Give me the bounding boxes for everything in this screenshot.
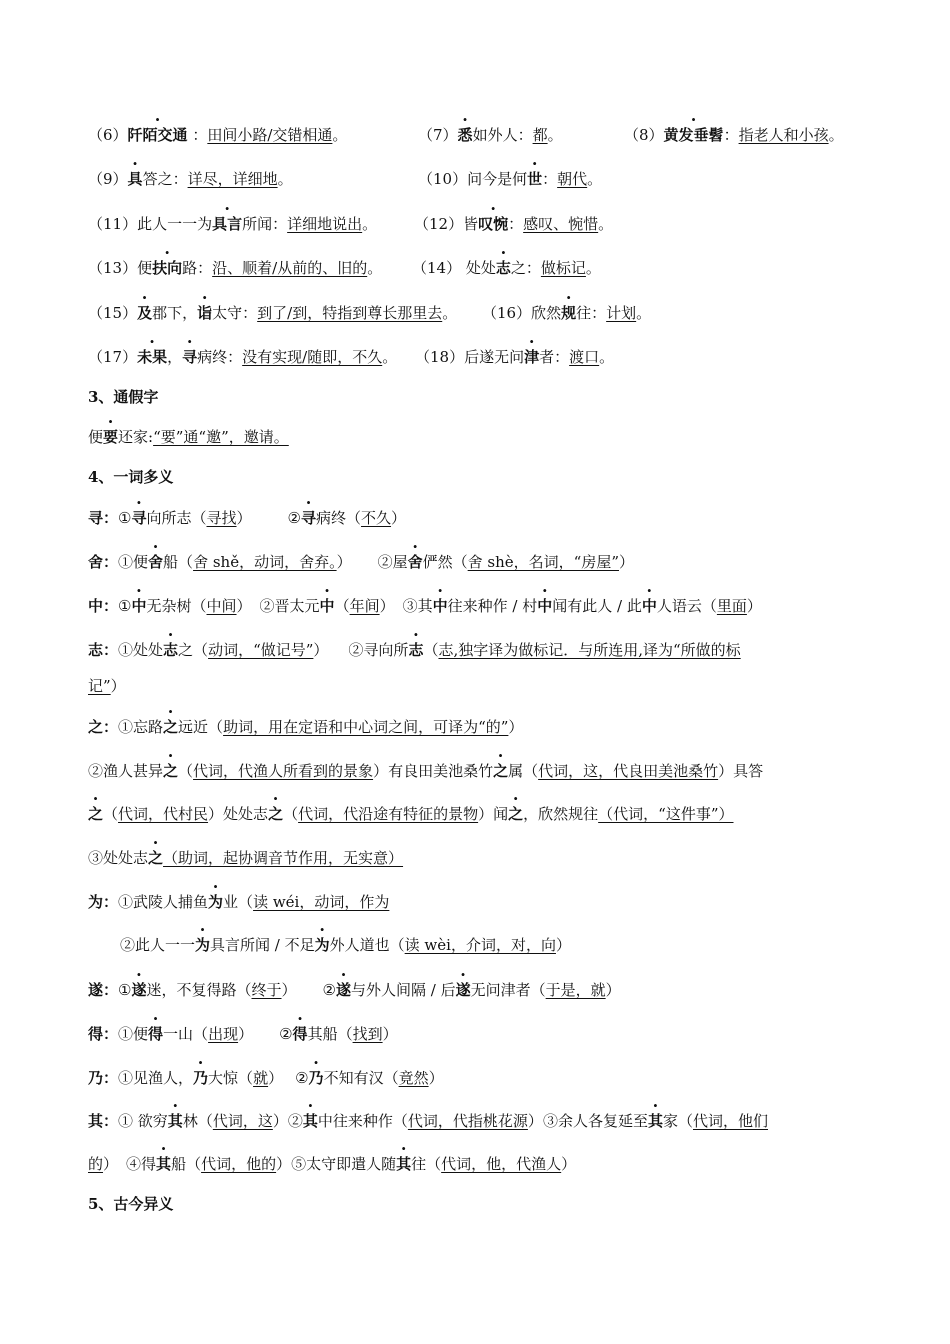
text-segment: 病终（ <box>316 509 362 527</box>
emphasized-word: 遂 <box>455 981 471 999</box>
text-segment: ） <box>276 1155 292 1173</box>
underlined-answer: 指老人和小孩 <box>738 126 829 144</box>
vocab-item-18 <box>415 346 614 368</box>
text-segment: （ <box>283 805 299 823</box>
text-segment: ③其 <box>402 597 433 615</box>
underlined-answer: 代词，这 <box>212 1112 273 1130</box>
text-segment: 中： <box>88 597 119 615</box>
underlined-answer: 田间小路/交错相通 <box>207 126 333 144</box>
underlined-answer: 出现 <box>208 1025 239 1043</box>
text-segment: 皆 <box>463 215 479 233</box>
polysemy-she <box>88 551 878 573</box>
text-segment: ①处处 <box>118 641 164 659</box>
emphasized-word: 乃 <box>308 1069 324 1087</box>
vocab-item-10 <box>418 168 602 190</box>
text-segment: ） <box>555 936 571 954</box>
text-segment: 。 <box>362 215 378 233</box>
emphasized-word: 其 <box>156 1155 172 1173</box>
emphasized-word: 要 <box>103 428 119 446</box>
emphasized-word: 之 <box>163 718 179 736</box>
polysemy-qi-cont <box>88 1153 878 1175</box>
emphasized-word: 阡陌交通 <box>127 126 188 144</box>
text-segment: 者： <box>539 348 570 366</box>
text-segment: 乃： <box>88 1069 119 1087</box>
underlined-answer: （助词，起协调音节作用，无实意） <box>163 849 404 867</box>
text-segment: 家（ <box>662 1112 693 1130</box>
text-segment: 后遂无问 <box>464 348 525 366</box>
emphasized-word: 悉 <box>457 126 473 144</box>
vocab-item-11 <box>88 213 377 235</box>
polysemy-zhi-cont <box>88 675 878 697</box>
text-segment: （ <box>103 805 119 823</box>
underlined-answer: 找到 <box>352 1025 383 1043</box>
underlined-answer: 的 <box>88 1155 104 1173</box>
text-segment: 便 <box>88 428 104 446</box>
text-segment: （16） <box>482 304 532 322</box>
vocab-item-12 <box>414 213 613 235</box>
text-segment: 向所志（ <box>146 509 207 527</box>
emphasized-word: 遂 <box>131 981 147 999</box>
text-segment: ） <box>561 1155 577 1173</box>
text-segment: ）处处志 <box>208 805 269 823</box>
text-segment: 。 <box>599 348 615 366</box>
underlined-answer: 不久 <box>361 509 392 527</box>
underlined-answer: 代词，他的 <box>201 1155 277 1173</box>
text-segment: 寻： <box>88 509 119 527</box>
polysemy-zhi <box>88 639 878 661</box>
vocab-item-8 <box>624 124 844 146</box>
text-segment: 船（ <box>171 1155 202 1173</box>
text-segment: ： <box>508 215 524 233</box>
vocab-item-7 <box>418 124 563 146</box>
underlined-answer: “要”通“邀”，邀请。 <box>153 428 289 446</box>
text-segment: （14） <box>412 259 462 277</box>
emphasized-word: 寻 <box>182 348 198 366</box>
text-segment: 此人一一为 <box>137 215 213 233</box>
emphasized-word: 为 <box>314 936 330 954</box>
emphasized-word: 具言 <box>212 215 243 233</box>
text-segment: 往来种作 / 村 <box>447 597 538 615</box>
text-segment: 业（ <box>223 893 254 911</box>
text-segment: ①见渔人， <box>118 1069 194 1087</box>
text-segment: ① <box>118 981 132 999</box>
text-segment: 遂： <box>88 981 119 999</box>
text-segment: 之： <box>510 259 541 277</box>
underlined-answer: 代词，代沿途有特征的景物 <box>298 805 479 823</box>
text-segment: ，欣然规往 <box>523 805 599 823</box>
vocab-item-9 <box>88 168 293 190</box>
emphasized-word: 其 <box>302 1112 318 1130</box>
emphasized-word: 志 <box>408 641 424 659</box>
text-segment: 。 <box>547 126 563 144</box>
underlined-answer: 都 <box>532 126 548 144</box>
text-segment: 欣然 <box>531 304 562 322</box>
underlined-answer: （代词，“这件事”） <box>598 805 734 823</box>
underlined-answer: 舍 shě，动词，舍弃。 <box>193 553 337 571</box>
emphasized-word: 志 <box>495 259 511 277</box>
underlined-answer: 于是，就 <box>545 981 606 999</box>
text-segment: 中往来种作（ <box>317 1112 408 1130</box>
underlined-answer: 详细地说出 <box>287 215 363 233</box>
vocab-item-6 <box>88 124 347 146</box>
text-segment: ） <box>103 1155 119 1173</box>
text-segment: 俨然（ <box>422 553 468 571</box>
tongjiazi-line <box>88 426 878 448</box>
text-segment: ）闻 <box>478 805 509 823</box>
emphasized-word: 其 <box>396 1155 412 1173</box>
text-segment: 路： <box>182 259 213 277</box>
text-segment: 远近（ <box>178 718 224 736</box>
emphasized-word: 叹惋 <box>478 215 509 233</box>
emphasized-word: 之 <box>148 849 164 867</box>
text-segment: 问今是何 <box>467 170 528 188</box>
text-segment: ， <box>167 348 183 366</box>
polysemy-zhi2-b <box>88 760 878 782</box>
underlined-answer: 里面 <box>716 597 747 615</box>
text-segment: 具言所闻 / 不足 <box>210 936 315 954</box>
section-3-heading: 3、通假字 <box>88 388 159 406</box>
text-segment: 如外人： <box>472 126 533 144</box>
underlined-answer: 做标记 <box>540 259 586 277</box>
underlined-answer: 就 <box>253 1069 269 1087</box>
text-segment: 往（ <box>411 1155 442 1173</box>
emphasized-word: 为 <box>195 936 211 954</box>
text-segment: ） <box>428 1069 444 1087</box>
text-segment: ） <box>508 718 524 736</box>
text-segment: （12） <box>414 215 464 233</box>
emphasized-word: 寻 <box>131 509 147 527</box>
text-segment: 林（ <box>182 1112 213 1130</box>
text-segment: （9） <box>88 170 128 188</box>
section-4-heading: 4、一词多义 <box>88 468 174 486</box>
emphasized-word: 诣 <box>197 304 213 322</box>
vocab-item-14 <box>412 257 601 279</box>
text-segment: 。 <box>598 215 614 233</box>
text-segment: （17） <box>88 348 138 366</box>
vocab-item-15 <box>88 302 457 324</box>
text-segment: 。 <box>636 304 652 322</box>
underlined-answer: 志,独字译为做标记．与所连用,译为“所做的标 <box>438 641 741 659</box>
text-segment: ： <box>723 126 739 144</box>
text-segment: 船（ <box>163 553 194 571</box>
text-segment: （6） <box>88 126 128 144</box>
text-segment: ） <box>110 677 126 695</box>
text-segment: ② <box>322 981 336 999</box>
emphasized-word: 其 <box>647 1112 663 1130</box>
polysemy-zhi2-c <box>88 803 878 825</box>
polysemy-nai <box>88 1067 878 1089</box>
emphasized-word: 寻 <box>300 509 316 527</box>
emphasized-word: 扶向 <box>152 259 183 277</box>
underlined-answer: 沿、顺着/从前的、旧的 <box>212 259 368 277</box>
polysemy-sui <box>88 979 878 1001</box>
text-segment: （ <box>423 641 439 659</box>
text-segment: ）有良田美池桑竹 <box>373 762 494 780</box>
text-segment: 往： <box>576 304 607 322</box>
text-segment: ②寻向所 <box>348 641 409 659</box>
emphasized-word: 黄发垂髫 <box>663 126 724 144</box>
underlined-answer: 中间 <box>206 597 237 615</box>
text-segment: ②渔人甚异 <box>88 762 164 780</box>
underlined-answer: 舍 shè，名词，“房屋” <box>467 553 619 571</box>
text-segment: 。 <box>277 170 293 188</box>
emphasized-word: 之 <box>508 805 524 823</box>
text-segment: ） <box>746 597 762 615</box>
section-5-heading: 5、古今异义 <box>88 1195 174 1213</box>
text-segment: 处处 <box>461 259 496 277</box>
text-segment: ②晋太元 <box>259 597 320 615</box>
text-segment: ② <box>287 509 301 527</box>
text-segment: （ <box>178 762 194 780</box>
text-segment: 与外人间隔 / 后 <box>351 981 456 999</box>
text-segment: 所闻： <box>242 215 288 233</box>
underlined-answer: 代词，代村民 <box>118 805 209 823</box>
polysemy-zhi2-a <box>88 716 878 738</box>
text-segment: 。 <box>587 170 603 188</box>
text-segment: ①忘路 <box>118 718 164 736</box>
underlined-answer: 读 wèi，介词，对，向 <box>404 936 556 954</box>
text-segment: （18） <box>415 348 465 366</box>
text-segment: ① <box>118 597 132 615</box>
text-segment: ） <box>236 509 252 527</box>
polysemy-zhong <box>88 595 878 617</box>
text-segment: ② <box>279 1025 293 1043</box>
text-segment: ） <box>272 1112 288 1130</box>
emphasized-word: 未果 <box>137 348 168 366</box>
underlined-answer: 终于 <box>251 981 282 999</box>
text-segment: 得： <box>88 1025 119 1043</box>
emphasized-word: 规 <box>561 304 577 322</box>
text-segment: （13） <box>88 259 138 277</box>
text-segment: ） <box>382 1025 398 1043</box>
text-segment: （ <box>334 597 350 615</box>
vocab-item-16 <box>482 302 651 324</box>
text-segment: 属（ <box>508 762 539 780</box>
text-segment: 。 <box>367 259 383 277</box>
underlined-answer: 代词，代渔人所看到的景象 <box>193 762 374 780</box>
underlined-answer: 年间 <box>349 597 380 615</box>
vocab-item-13 <box>88 257 382 279</box>
text-segment: 。 <box>585 259 601 277</box>
text-segment: （8） <box>624 126 664 144</box>
emphasized-word: 之 <box>88 805 104 823</box>
emphasized-word: 及 <box>137 304 153 322</box>
text-segment: ）具答 <box>718 762 764 780</box>
text-segment: ④得 <box>126 1155 157 1173</box>
emphasized-word: 之 <box>493 762 509 780</box>
text-segment: ①武陵人捕鱼 <box>118 893 209 911</box>
underlined-answer: 到了/到，特指到尊长那里去 <box>257 304 443 322</box>
emphasized-word: 舍 <box>407 553 423 571</box>
emphasized-word: 中 <box>131 597 147 615</box>
text-segment: ） <box>391 509 407 527</box>
emphasized-word: 志 <box>163 641 179 659</box>
emphasized-word: 遂 <box>335 981 351 999</box>
polysemy-wei-a <box>88 891 878 913</box>
text-segment: 为： <box>88 893 119 911</box>
text-segment: ①便 <box>118 553 149 571</box>
emphasized-word: 具 <box>127 170 143 188</box>
polysemy-wei-b <box>120 934 910 956</box>
emphasized-word: 之 <box>268 805 284 823</box>
underlined-answer: 助词，用在定语和中心词之间，可译为“的” <box>223 718 509 736</box>
text-segment: 太守： <box>212 304 258 322</box>
text-segment: ③余人各复延至 <box>542 1112 648 1130</box>
emphasized-word: 其 <box>167 1112 183 1130</box>
emphasized-word: 舍 <box>148 553 164 571</box>
underlined-answer: 没有实现/随即，不久 <box>242 348 383 366</box>
text-segment: 无问津者（ <box>470 981 546 999</box>
underlined-answer: 代词，代指桃花源 <box>407 1112 528 1130</box>
underlined-answer: 计划 <box>606 304 637 322</box>
text-segment: 外人道也（ <box>329 936 405 954</box>
text-segment: 志： <box>88 641 119 659</box>
text-segment: ： <box>542 170 558 188</box>
text-segment: ： <box>187 126 208 144</box>
underlined-answer: 读 wéi，动词，作为 <box>253 893 390 911</box>
text-segment: ） <box>238 1025 254 1043</box>
text-segment: ） <box>313 641 329 659</box>
polysemy-qi <box>88 1110 878 1132</box>
text-segment: 病终： <box>197 348 243 366</box>
text-segment: ① <box>118 509 132 527</box>
emphasized-word: 津 <box>524 348 540 366</box>
text-segment: ） <box>281 981 297 999</box>
underlined-answer: 详尽，详细地 <box>187 170 278 188</box>
text-segment: 郡下， <box>152 304 198 322</box>
underlined-answer: 代词，他们 <box>692 1112 768 1130</box>
text-segment: 便 <box>137 259 153 277</box>
text-segment: ） <box>236 597 252 615</box>
text-segment: 闻有此人 / 此 <box>552 597 642 615</box>
emphasized-word: 为 <box>208 893 224 911</box>
underlined-answer: 动词，“做记号” <box>208 641 314 659</box>
emphasized-word: 中 <box>319 597 335 615</box>
text-segment: 。 <box>332 126 348 144</box>
polysemy-xun <box>88 507 878 529</box>
text-segment: ② <box>295 1069 309 1087</box>
underlined-answer: 代词，他，代渔人 <box>441 1155 562 1173</box>
text-segment: ①便 <box>118 1025 149 1043</box>
text-segment: 还家: <box>118 428 154 446</box>
text-segment: 其： <box>88 1112 119 1130</box>
emphasized-word: 之 <box>163 762 179 780</box>
text-segment: ②此人一一 <box>120 936 196 954</box>
text-segment: ① 欲穷 <box>118 1112 168 1130</box>
emphasized-word: 世 <box>527 170 543 188</box>
underlined-answer: 感叹、惋惜 <box>523 215 599 233</box>
text-segment: 之： <box>88 718 119 736</box>
text-segment: 。 <box>382 348 398 366</box>
text-segment: （7） <box>418 126 458 144</box>
text-segment: 不知有汉（ <box>323 1069 399 1087</box>
text-segment: 舍： <box>88 553 119 571</box>
text-segment: ③处处志 <box>88 849 149 867</box>
emphasized-word: 乃 <box>193 1069 209 1087</box>
emphasized-word: 得 <box>148 1025 164 1043</box>
text-segment: 。 <box>828 126 844 144</box>
emphasized-word: 中 <box>537 597 553 615</box>
polysemy-de <box>88 1023 878 1045</box>
text-segment: ②屋 <box>377 553 408 571</box>
text-segment: 其船（ <box>307 1025 353 1043</box>
underlined-answer: 记” <box>88 677 111 695</box>
emphasized-word: 中 <box>432 597 448 615</box>
underlined-answer: 朝代 <box>557 170 588 188</box>
text-segment: ） <box>379 597 395 615</box>
text-segment: 无杂树（ <box>146 597 207 615</box>
text-segment: （11） <box>88 215 138 233</box>
text-segment: ） <box>527 1112 543 1130</box>
underlined-answer: 代词，这，代良田美池桑竹 <box>538 762 719 780</box>
text-segment: 之（ <box>178 641 209 659</box>
underlined-answer: 竟然 <box>398 1069 429 1087</box>
text-segment: （10） <box>418 170 468 188</box>
text-segment: 答之： <box>142 170 188 188</box>
text-segment: ） <box>336 553 352 571</box>
text-segment: 大惊（ <box>208 1069 254 1087</box>
text-segment: ） <box>268 1069 284 1087</box>
text-segment: （15） <box>88 304 138 322</box>
polysemy-zhi2-d <box>88 847 878 869</box>
text-segment: ） <box>618 553 634 571</box>
vocab-item-17 <box>88 346 397 368</box>
text-segment: 迷，不复得路（ <box>146 981 252 999</box>
emphasized-word: 得 <box>292 1025 308 1043</box>
underlined-answer: 寻找 <box>206 509 237 527</box>
text-segment: 人语云（ <box>656 597 717 615</box>
text-segment: ② <box>287 1112 303 1130</box>
text-segment: 一山（ <box>163 1025 209 1043</box>
text-segment: ） <box>605 981 621 999</box>
emphasized-word: 中 <box>641 597 657 615</box>
text-segment: 。 <box>442 304 458 322</box>
text-segment: ⑤太守即遣人随 <box>291 1155 397 1173</box>
underlined-answer: 渡口 <box>569 348 600 366</box>
